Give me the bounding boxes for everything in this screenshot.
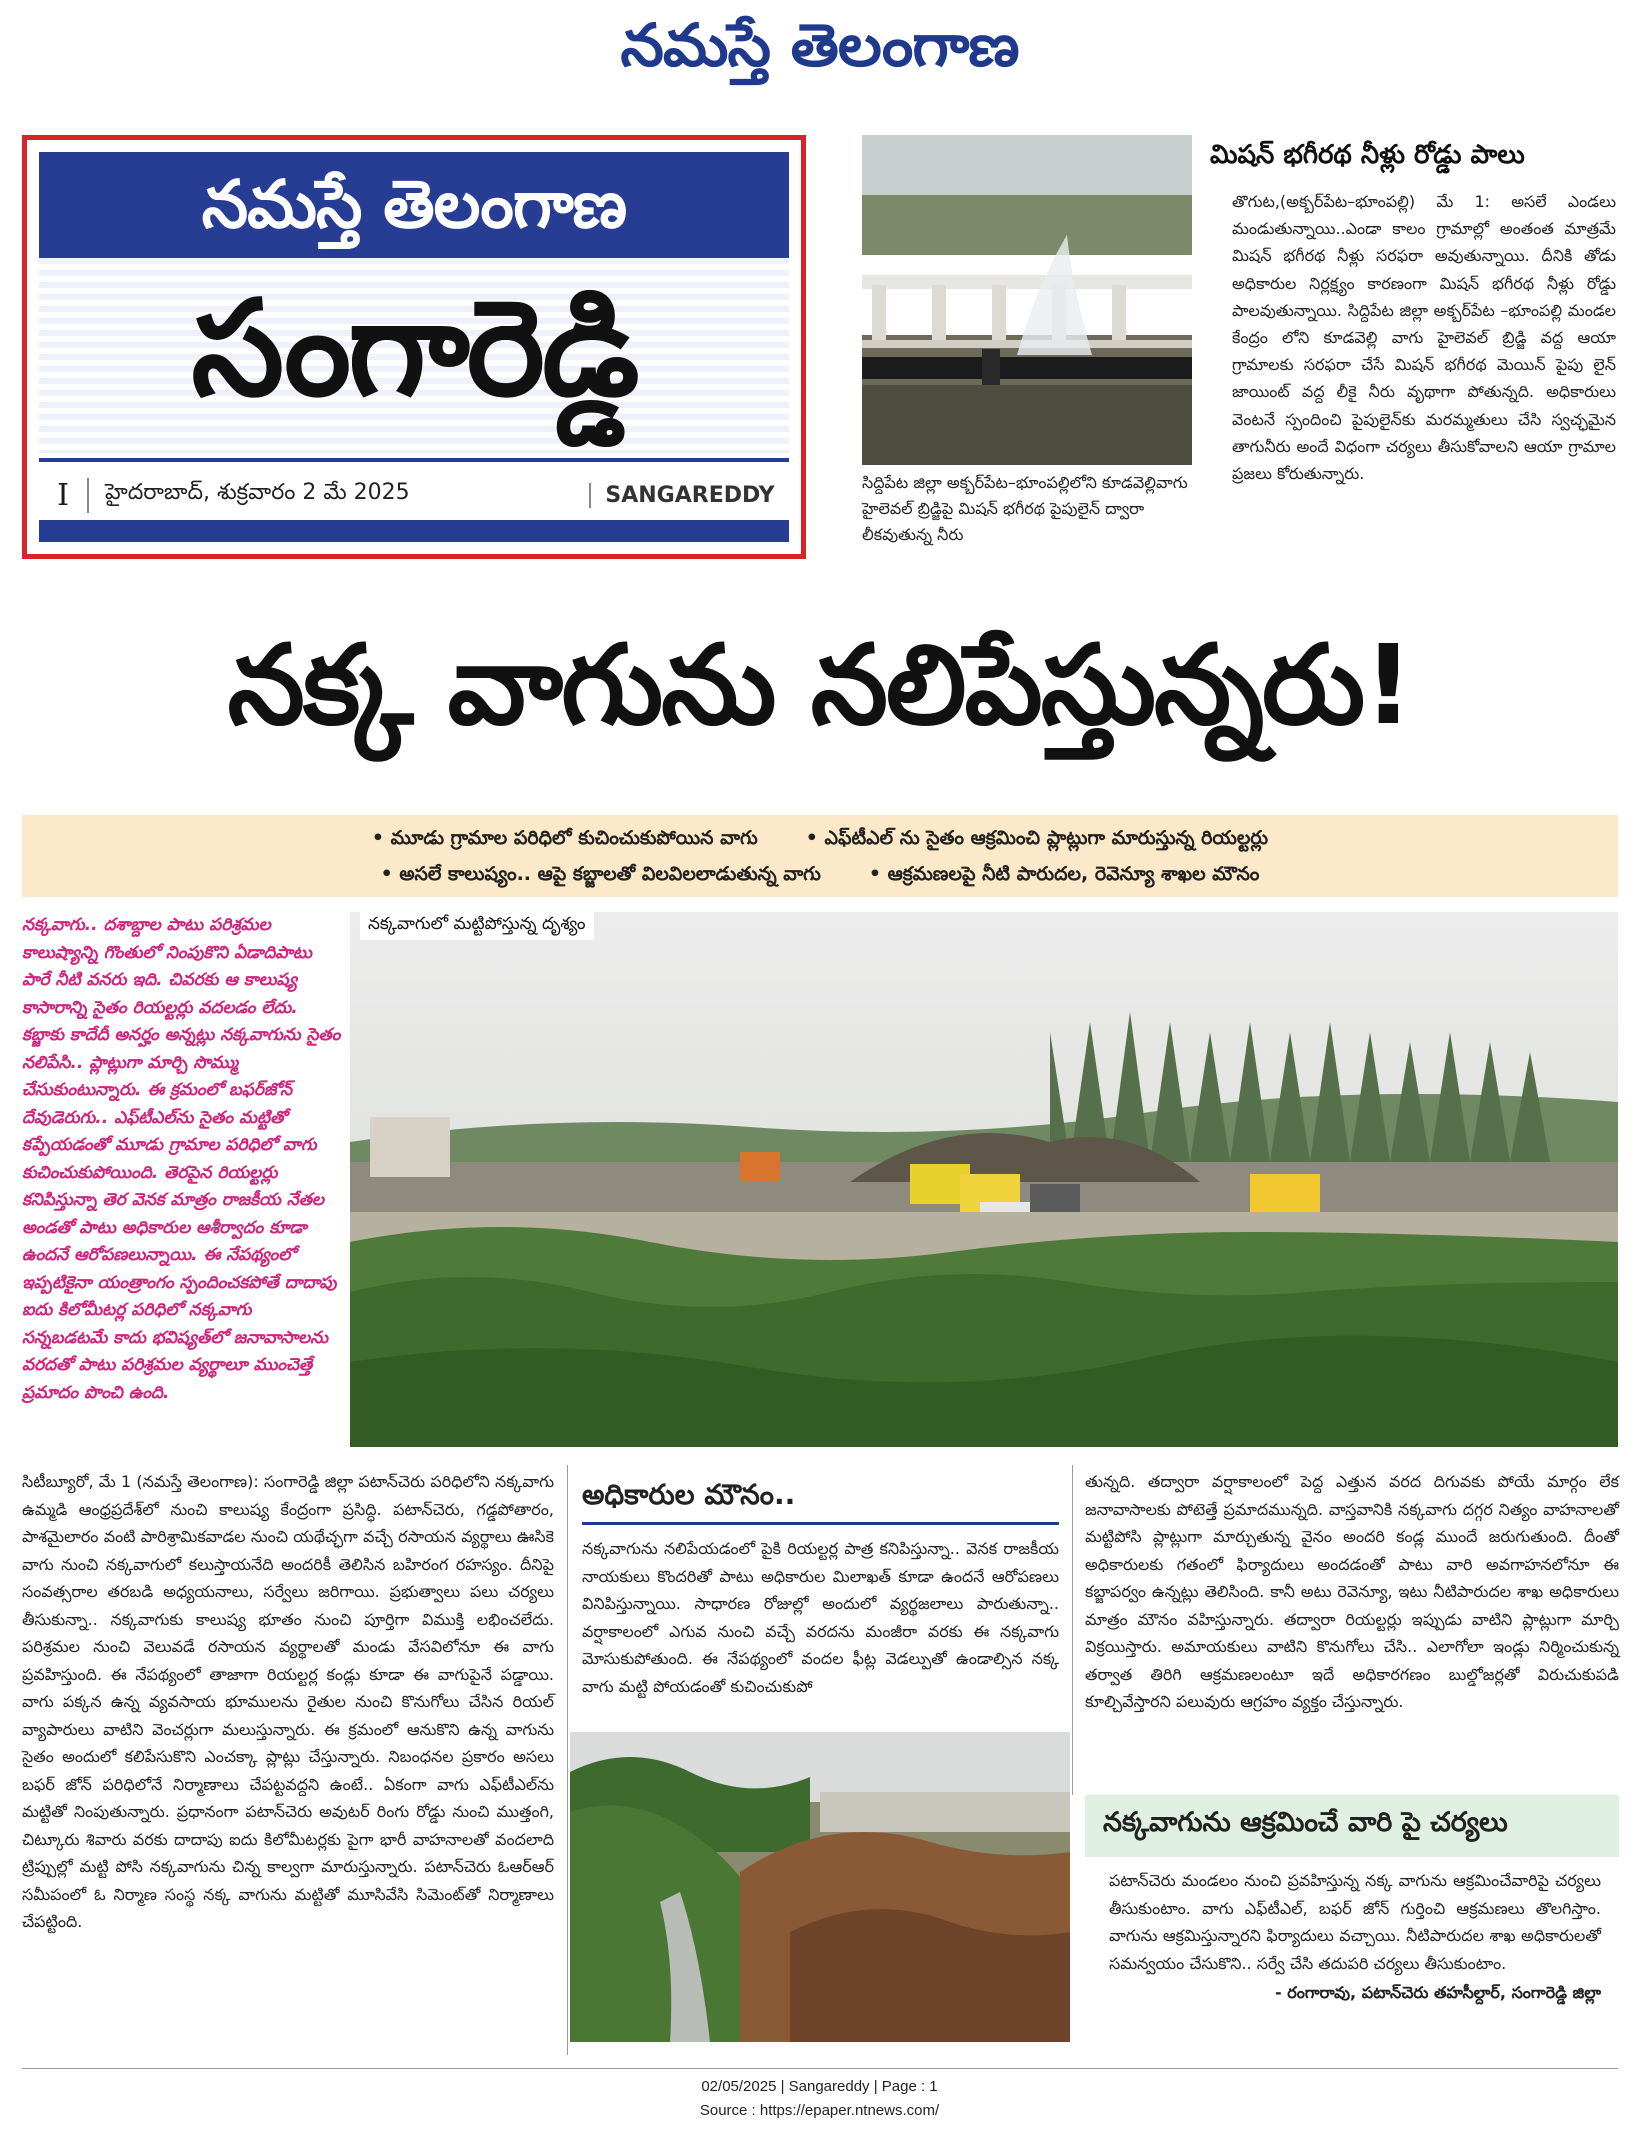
intro-pink-text: నక్కవాగు.. దశాబ్దాల పాటు పరిశ్రమల కాలుష్యాన్ని గొంతులో నింపుకొని ఏడాదిపాటు పారే నీటి వనరు ఇది. చివరకు ఆ కాలుష్య కాసారాన్ని సైతం రియల్టర్లు వదలడం లేదు. కబ్జాకు కాదేదీ అనర్హం అన్నట్లు నక్కవాగును సైతం నలిపేసి.. ప్లాట్లుగా మార్చి సొమ్ము చేసుకుంటున్నారు. ఈ క్రమంలో బఫర్‌జోన్ దేవుడెరుగు.. ఎఫ్‌టీఎల్‌ను సైతం మట్టితో కప్పేయడంతో మూడు గ్రామాల పరిధిలో వాగు కుచించుకుపోయింది. తెరపైన రియల్టర్లు కనిపిస్తున్నా తెర వెనక మాత్రం రాజకీయ నేతల అండతో పాటు అధికారుల ఆశీర్వాదం కూడా ఉందనే ఆరోపణలున్నాయి. ఈ నేపథ్యంలో ఇప్పటికైనా యంత్రాంగం స్పందించకపోతే దాదాపు ఐదు కిలోమీటర్ల పరిధిలో నక్కవాగు సన్నబడటమే కాదు భవిష్యత్‌లో జనావాసాలను వరదతో పాటు పరిశ్రమల వ్యర్థాలూ ముంచెత్తే ప్రమాదం పొంచి ఉంది.	[22, 915, 341, 1403]
action-box-body: పటాన్‌చెరు మండలం నుంచి ప్రవహిస్తున్న నక్క వాగును ఆక్రమించేవారిపై చర్యలు తీసుకుంటాం. వాగు ఎఫ్‌టీఎల్, బఫర్ జోన్ గుర్తించి ఆక్రమణలు తొలగిస్తాం. వాగును ఆక్రమిస్తున్నారని ఫిర్యాదులు వచ్చాయి. నీటిపారుదల శాఖ అధికారులతో సమన్వయం చేసుకొని.. సర్వే చేసి తదుపరి చర్యలు తీసుకుంటాం.	[1109, 1871, 1601, 1973]
edition-rule	[39, 458, 789, 462]
edition-paper-name: నమస్తే తెలంగాణ	[39, 152, 789, 258]
top-story-headline: మిషన్ భగీరథ నీళ్లు రోడ్డు పాలు	[1210, 140, 1525, 170]
bullet-item: • ఎఫ్‌టీఎల్ ను సైతం ఆక్రమించి ప్లాట్లుగా మారుస్తున్న రియల్టర్లు	[806, 827, 1268, 854]
edition-dateline	[39, 470, 789, 520]
bullet-item: • ఆక్రమణలపై నీటి పారుదల, రెవెన్యూ శాఖల మౌనం	[869, 863, 1260, 890]
edition-roman-numeral: I	[39, 478, 89, 513]
action-box	[1085, 1795, 1619, 2035]
edition-date: హైదరాబాద్, శుక్రవారం 2 మే 2025	[105, 480, 410, 505]
debris-dump-photo	[570, 1732, 1070, 2042]
masthead-title: నమస్తే తెలంగాణ	[620, 10, 1019, 80]
column-divider	[567, 1465, 568, 2055]
main-headline: నక్క వాగును నలిపేస్తున్నరు!	[227, 621, 1412, 749]
edition-box	[22, 135, 806, 559]
footer-rule	[22, 2068, 1618, 2069]
action-box-credit: - రంగారావు, పటాన్‌చెరు తహసీల్దార్, సంగారెడ్డి జిల్లా	[1275, 1983, 1601, 2002]
pipeline-photo-caption: సిద్దిపేట జిల్లా అక్బర్‌పేట–భూంపల్లిలోని కూడవెల్లివాగు హైలెవల్ బ్రిడ్జిపై మిషన్ భగీరథ పైపులైన్ ద్వారా లీకవుతున్న నీరు	[862, 473, 1188, 544]
edition-city: సంగారెడ్డి	[191, 272, 637, 426]
edition-bottom-band	[39, 520, 789, 542]
article-column-3: తున్నది. తద్వారా వర్షాకాలంలో పెద్ద ఎత్తున వరద దిగువకు పోయే మార్గం లేక జనావాసాలకు పోటెత్తే ప్రమాదమున్నది. వాస్తవానికి నక్కవాగు దగ్గర నిత్యం వాహనాలతో మట్టిపోసి ప్లాట్లుగా మార్చుతున్న వైనం అందరి కండ్ల ముందే జరుగుతుంది. దీంతో అధికారులకు గతంలో ఫిర్యాదులు అందడంతో పాటు వారి అవగాహనలోనూ ఈ కబ్జాపర్వం ఉన్నట్లు తెలిసింది. కానీ అటు రెవెన్యూ, ఇటు నీటిపారుదల శాఖ అధికారులు మాత్రం మౌనం వహిస్తున్నారు. తద్వారా రియల్టర్లు ఇప్పుడు వాటిని ప్లాట్లుగా మార్చి విక్రయిస్తారు. అమాయకులు వాటిని కొనుగోలు చేసి.. ఎలాగోలా ఇండ్లు నిర్మించుకున్న తర్వాత తిరిగి ఆక్రమణలంటూ ఇదే అధికారగణం బుల్డోజర్లతో విరుచుకుపడి కూల్చివేస్తారని పలువురు ఆగ్రహం వ్యక్తం చేస్తున్నారు.	[1085, 1472, 1619, 1711]
footer-source: Source : https://epaper.ntnews.com/	[699, 2102, 940, 2119]
edition-code: SANGAREDDY	[589, 483, 789, 508]
footer-page-info: 02/05/2025 | Sangareddy | Page : 1	[701, 2078, 938, 2095]
column-2-subhead: అధికారుల మౌనం..	[582, 1478, 796, 1511]
top-story-body: తొగుట,(అక్బర్‌పేట–భూంపల్లి) మే 1: అసలే ఎండలు మండుతున్నాయి..ఎండా కాలం గ్రామాల్లో అంతంత మాత్రమే మిషన్ భగీరథ నీళ్లు సరఫరా అవుతున్నాయి. దీనికి తోడు అధికారుల నిర్లక్ష్యం కారణంగా మిషన్ భగీరథ నీళ్లు రోడ్డు పాలవుతున్నాయి. సిద్దిపేట జిల్లా అక్బర్‌పేట –భూంపల్లి మండల కేంద్రం లోని కూడవెల్లి వాగు హైలెవల్ బ్రిడ్జి వద్ద ఆయా గ్రామాలకు సరఫరా చేసే మిషన్ భగీరథ మెయిన్ పైపు లైన్ జాయింట్ వద్ద లీకై నీరు వృథాగా పోతున్నది. అధికారులు వెంటనే స్పందించి పైపులైన్‌కు మరమ్మతులు చేసి స్వచ్ఛమైన తాగునీరు అందే విధంగా చర్యలు తీసుకోవాలని ఆయా గ్రామాల ప్రజలు కోరుతున్నారు.	[1232, 192, 1616, 484]
column-2-subhead-rule	[582, 1522, 1059, 1525]
bullet-row-2	[22, 863, 1618, 890]
column-divider	[1072, 1465, 1073, 1795]
bullet-item: • అసలే కాలుష్యం.. ఆపై కబ్జాలతో విలవిలలాడుతున్న వాగు	[381, 863, 821, 890]
footer	[0, 2075, 1639, 2123]
main-photo-caption: నక్కవాగులో మట్టిపోస్తున్న దృశ్యం	[360, 912, 594, 940]
bullet-row-1	[22, 827, 1618, 854]
article-column-1: సిటీబ్యూరో, మే 1 (నమస్తే తెలంగాణ): సంగారెడ్డి జిల్లా పటాన్‌చెరు పరిధిలోని నక్కవాగు ఉమ్మడి ఆంధ్రప్రదేశ్‌లో నుంచి కాలుష్య కేంద్రంగా ప్రసిద్ధి. పటాన్‌చెరు, గడ్డపోతారం, పాశమైలారం వంటి పారిశ్రామికవాడల నుంచి యథేచ్ఛగా వచ్చే రసాయన వ్యర్థాలు ఊసికె వాగు నుంచి నక్కవాగులో కలుస్తాయనేది అందరికీ తెలిసిన బహిరంగ రహస్యం. దీనిపై సంవత్సరాల తరబడి అధ్యయనాలు, సర్వేలు జరిగాయి. ప్రభుత్వాలు పలు చర్యలు తీసుకున్నా.. నక్కవాగుకు కాలుష్య భూతం నుంచి పూర్తిగా విముక్తి లభించలేదు. పరిశ్రమల నుంచి వెలువడే రసాయన వ్యర్థాలతో మండు వేసవిలోనూ ఈ వాగు ప్రవహిస్తుంది. ఈ నేపథ్యంలో తాజాగా రియల్టర్ల కండ్లు కూడా ఈ వాగుపైనే పడ్డాయి. వాగు పక్కన ఉన్న వ్యవసాయ భూములను రైతుల నుంచి కొనుగోలు చేసిన రియల్ వ్యాపారులు వాటిని వెంచర్లుగా మలుస్తున్నారు. ఈ క్రమంలో ఆనుకొని ఉన్న వాగును సైతం అందులో కలిపేసుకొని ఎంచక్కా ప్లాట్లు చేస్తున్నారు. నిబంధనల ప్రకారం అసలు బఫర్ జోన్ పరిధిలోనే నిర్మాణాలు చేపట్టవద్దని ఉంటే.. ఏకంగా వాగు ఎఫ్‌టీఎల్‌ను మట్టితో నింపుతున్నారు. ప్రధానంగా పటాన్‌చెరు అవుటర్ రింగు రోడ్డు నుంచి ముత్తంగి, చిట్కూరు శివారు వరకు దాదాపు ఐదు కిలోమీటర్లకు పైగా భారీ వాహనాలతో వందలాది ట్రిప్పుల్లో మట్టి పోసి నక్కవాగును చిన్న కాల్వగా మారుస్తున్నారు. పటాన్‌చెరు ఓఆర్‌ఆర్ సమీపంలో ఓ నిర్మాణ సంస్థ నక్క వాగును మట్టితో మూసివేసి సిమెంట్‌తో నిర్మాణాలు చేపట్టింది.	[22, 1472, 554, 1931]
bullet-item: • మూడు గ్రామాల పరిధిలో కుచించుకుపోయిన వాగు	[372, 827, 758, 854]
article-column-2: నక్కవాగును నలిపేయడంలో పైకి రియల్టర్ల పాత్ర కనిపిస్తున్నా.. వెనక రాజకీయ నాయకులు కొందరితో పాటు అధికారుల మిలాఖత్ కూడా ఉందనే ఆరోపణలు వినిపిస్తున్నాయి. సాధారణ రోజుల్లో అందులో వ్యర్థజలాలు పారుతున్నా.. వర్షాకాలంలో ఎగువ నుంచి వచ్చే వరదను మంజీరా వరకు ఈ నక్కవాగు మోసుకుపోతుంది. ఈ నేపథ్యంలో వందల ఫీట్ల వెడల్పుతో ఉండాల్సిన నక్క వాగు మట్టి పోయడంతో కుచించుకుపో	[582, 1539, 1059, 1696]
bullet-bar	[22, 815, 1618, 897]
pipeline-leak-photo	[862, 135, 1192, 465]
action-box-heading: నక్కవాగును ఆక్రమించే వారి పై చర్యలు	[1085, 1795, 1619, 1857]
nakkavagu-main-photo	[350, 912, 1618, 1447]
